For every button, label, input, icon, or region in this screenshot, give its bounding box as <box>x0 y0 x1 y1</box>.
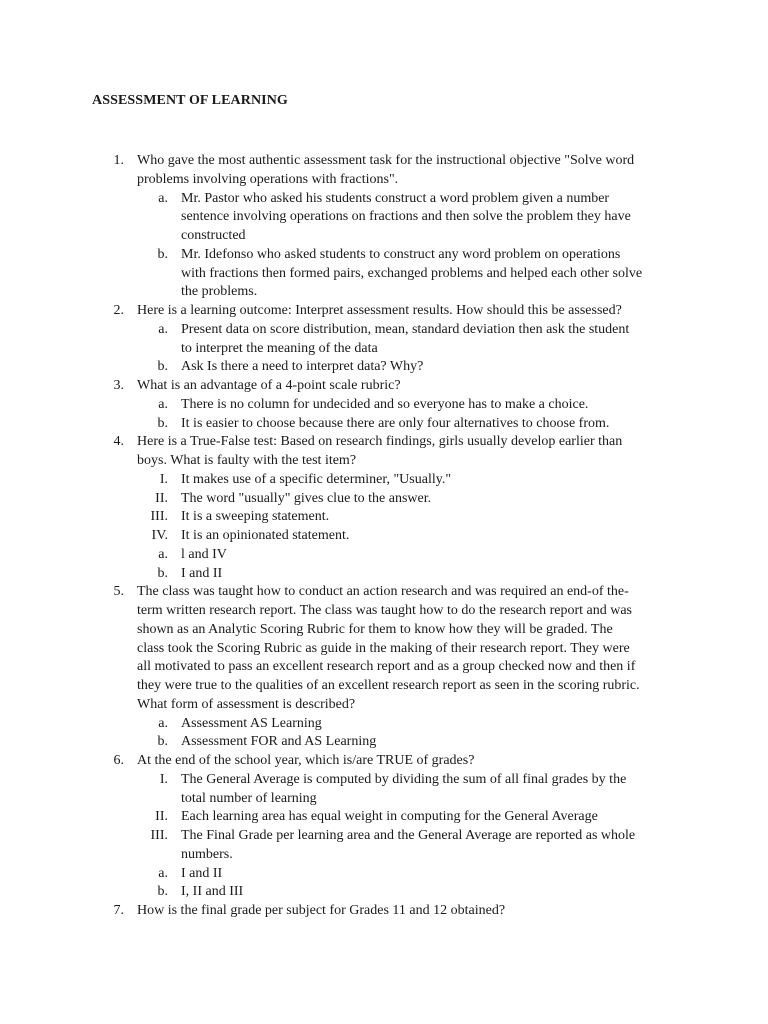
option-marker: a. <box>158 865 168 881</box>
question-text-line: term written research report. The class was taught how to do the research report and was <box>137 603 633 618</box>
option-text-line: I and II <box>181 865 223 881</box>
option-text-line: to interpret the meaning of the data <box>181 340 378 356</box>
option-text-line: with fractions then formed pairs, exchanged problems and helped each other solve <box>181 265 643 281</box>
option-text-line: numbers. <box>181 846 233 862</box>
question-number: 6. <box>113 753 124 768</box>
option-marker: I. <box>159 471 168 487</box>
option-text-line: It is easier to choose because there are only four alternatives to choose from. <box>181 415 610 431</box>
question-number: 4. <box>113 434 124 450</box>
option-text-line: total number of learning <box>181 790 317 806</box>
option-marker: b. <box>157 565 168 581</box>
option-marker: b. <box>157 884 168 900</box>
question-text-line: Here is a learning outcome: Interpret assessment results. How should this be assessed? <box>137 303 622 318</box>
option-text-line: l and IV <box>181 546 227 562</box>
question-text-line: What form of assessment is described? <box>137 696 356 712</box>
option-text-line: I, II and III <box>181 884 244 900</box>
option-text-line: constructed <box>181 228 246 243</box>
question-number: 7. <box>113 903 124 918</box>
option-marker: II. <box>155 490 168 506</box>
option-marker: a. <box>158 321 168 337</box>
option-marker: II. <box>155 809 168 825</box>
document-title: ASSESSMENT OF LEARNING <box>92 93 288 108</box>
question-text-line: problems involving operations with fractions". <box>137 171 399 187</box>
option-text-line: Ask Is there a need to interpret data? Why? <box>181 359 424 375</box>
option-text-line: I and II <box>181 565 223 581</box>
option-text-line: the problems. <box>181 284 258 300</box>
option-text-line: The General Average is computed by dividing the sum of all final grades by the <box>181 771 627 787</box>
question-number: 3. <box>113 378 124 393</box>
question-number: 5. <box>113 584 124 600</box>
option-text-line: sentence involving operations on fractions and then solve the problem they have <box>181 209 631 225</box>
option-marker: a. <box>158 546 168 562</box>
question-number: 1. <box>113 153 124 168</box>
option-text-line: Assessment FOR and AS Learning <box>181 734 377 750</box>
option-marker: I. <box>159 771 168 787</box>
option-marker: b. <box>157 246 168 262</box>
question-text-line: The class was taught how to conduct an action research and was required an end-of the- <box>137 584 629 600</box>
option-marker: a. <box>158 190 168 206</box>
question-text-line: How is the final grade per subject for Grades 11 and 12 obtained? <box>137 903 506 918</box>
option-text-line: Each learning area has equal weight in computing for the General Average <box>181 809 598 825</box>
option-text-line: Assessment AS Learning <box>181 715 322 731</box>
option-marker: b. <box>157 734 168 750</box>
option-marker: a. <box>158 396 168 412</box>
option-marker: IV. <box>151 528 168 543</box>
option-marker: III. <box>150 509 168 525</box>
question-text-line: shown as an Analytic Scoring Rubric for them to know how they will be graded. The <box>137 621 613 637</box>
option-text-line: Present data on score distribution, mean, standard deviation then ask the student <box>181 321 630 337</box>
question-text-line: boys. What is faulty with the test item? <box>137 453 357 468</box>
option-text-line: It is a sweeping statement. <box>181 509 330 525</box>
option-marker: b. <box>157 359 168 375</box>
option-marker: a. <box>158 715 168 731</box>
option-text-line: The word "usually" gives clue to the answer. <box>181 490 432 506</box>
question-text-line: Here is a True-False test: Based on research findings, girls usually develop earlier than <box>137 434 623 450</box>
question-text-line: What is an advantage of a 4-point scale rubric? <box>137 378 401 393</box>
question-text-line: Who gave the most authentic assessment task for the instructional objective "Solve word <box>137 153 635 168</box>
option-text-line: The Final Grade per learning area and the General Average are reported as whole <box>181 828 636 843</box>
option-marker: III. <box>150 828 168 843</box>
question-text-line: At the end of the school year, which is/are TRUE of grades? <box>137 753 475 768</box>
option-text-line: Mr. Pastor who asked his students construct a word problem given a number <box>181 190 610 206</box>
option-text-line: It makes use of a specific determiner, "Usually." <box>181 471 452 487</box>
option-marker: b. <box>157 415 168 431</box>
option-text-line: There is no column for undecided and so everyone has to make a choice. <box>181 396 589 412</box>
question-text-line: class took the Scoring Rubric as guide in the making of their research report. They were <box>137 640 630 656</box>
option-text-line: Mr. Idefonso who asked students to construct any word problem on operations <box>181 246 621 262</box>
option-text-line: It is an opinionated statement. <box>181 528 350 543</box>
question-number: 2. <box>113 303 124 318</box>
question-text-line: all motivated to pass an excellent research report and as a group checked now and then if <box>137 659 636 675</box>
question-text-line: they were true to the qualities of an excellent research report as seen in the scoring rubric. <box>137 678 640 693</box>
